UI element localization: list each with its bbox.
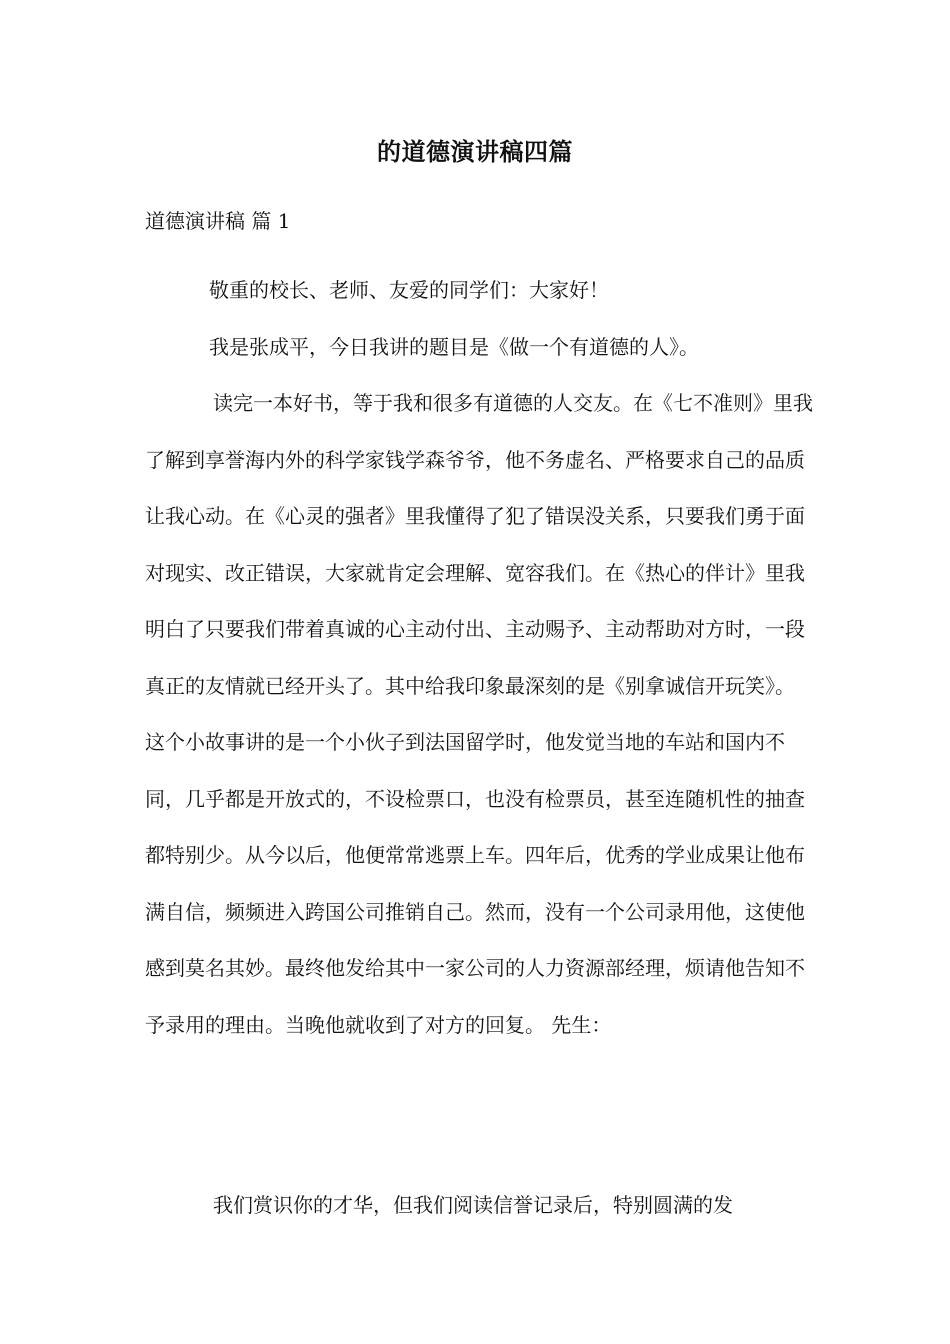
paragraph-letter-start xyxy=(145,1177,813,1234)
paragraph-text: 敬重的校长、老师、友爱的同学们：大家好！ xyxy=(209,278,609,302)
paragraph-text: 我是张成平，今日我讲的题目是《做一个有道德的人》。 xyxy=(209,335,699,359)
paragraph-text: 读完一本好书，等于我和很多有道德的人交友。在《七不准则》里我了解到享誉海内外的科学家钱学森爷爷，他不务虚名、严格要求自己的品质让我心动。在《心灵的强者》里我懂得了犯了错误没关系，只要我们勇于面对现实、改正错误，大家就肯定会理解、宽容我们。在《热心的伴计》里我明白了只要我们带着真诚的心主动付出、主动赐予、主动帮助对方时，一段真正的友情就已经开头了。其中给我印象最深刻的是《别拿诚信开玩笑》。这个小故事讲的是一个小伙子到法国留学时，他发觉当地的车站和国内不同，几乎都是开放式的，不设检票口，也没有检票员，甚至连随机性的抽查都特别少。从今以后，他便常常逃票上车。四年后，优秀的学业成果让他布满自信，频频进入跨国公司推销自己。然而，没有一个公司录用他，这使他感到莫名其妙。最终他发给其中一家公司的人力资源部经理，烦请他告知不予录用的理由。当晚他就收到了对方的回复。 先生： xyxy=(145,391,813,1037)
paragraph-text: 我们赏识你的才华，但我们阅读信誉记录后，特别圆满的发 xyxy=(213,1193,733,1217)
paragraph-main-body xyxy=(145,375,813,1053)
paragraph-introduction xyxy=(145,319,813,376)
section-heading: 道德演讲稿 篇 1 xyxy=(145,209,291,233)
paragraph-greeting xyxy=(145,262,813,319)
document-title: 的道德演讲稿四篇 xyxy=(377,137,573,166)
